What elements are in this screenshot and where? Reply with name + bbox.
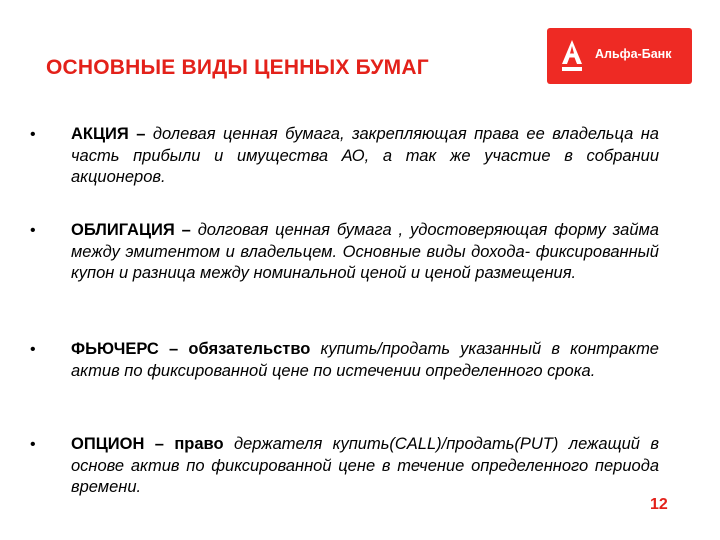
bullet-icon: • [30,436,36,453]
alfa-bank-logo [547,28,692,84]
item-term: ФЬЮЧЕРС [71,340,159,358]
item-text [71,124,659,189]
item-text [71,220,659,285]
item-dash: – [158,340,189,358]
logo-text: Альфа-Банк [595,47,672,61]
alfa-bank-logo-icon [559,38,585,74]
bullet-icon: • [30,341,36,358]
item-dash: – [144,435,175,453]
item-definition: купить/продать указанный в контракте актив по фиксированной цене по истечении определенного срока. [71,340,659,380]
item-definition: долевая ценная бумага, закрепляющая права ее владельца на часть прибыли и имущества АО, а так же участие в собрании акционеров. [71,125,659,186]
bullet-icon: • [30,222,36,239]
item-text [71,339,659,382]
item-emphasis: обязательство [188,340,311,358]
bullet-icon: • [30,126,36,143]
item-term: ОПЦИОН [71,435,145,453]
page-number: 12 [650,496,668,513]
item-dash: – [174,221,198,239]
item-term: АКЦИЯ [71,125,129,143]
page-title: ОСНОВНЫЕ ВИДЫ ЦЕННЫХ БУМАГ [46,56,429,79]
item-term: ОБЛИГАЦИЯ [71,221,175,239]
item-definition: держателя купить(CALL)/продать(PUT) лежащий в основе актив по фиксированной цене в течение определенного периода времени. [71,435,659,496]
item-definition: долговая ценная бумага , удостоверяющая форму займа между эмитентом и владельцем. Основные виды дохода- фиксированный купон и разница между номинальной ценой и ценой размещения. [71,221,659,282]
item-text [71,434,659,499]
item-dash: – [128,125,153,143]
item-emphasis: право [174,435,224,453]
